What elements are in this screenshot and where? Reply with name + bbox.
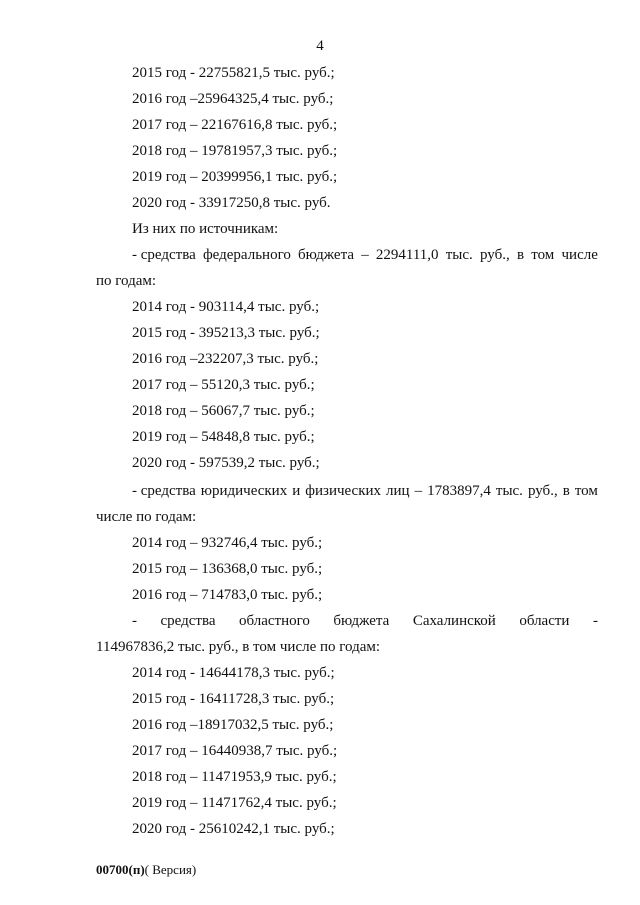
document-code: 00700(п)	[96, 862, 145, 877]
word: в	[562, 483, 570, 499]
word: средства	[160, 613, 216, 629]
federal-year-line: 2015 год - 395213,3 тыс. руб.;	[132, 325, 320, 341]
federal-year-line: 2018 год – 56067,7 тыс. руб.;	[132, 403, 315, 419]
word: тыс.	[445, 247, 473, 263]
regional-year-line: 2016 год –18917032,5 тыс. руб.;	[132, 717, 334, 733]
word: том	[531, 247, 555, 263]
word: –	[414, 483, 423, 499]
federal-by-years: по годам:	[96, 273, 157, 289]
word: 1783897,4	[427, 483, 491, 499]
regional-year-line: 2018 год – 11471953,9 тыс. руб.;	[132, 769, 337, 785]
legal-year-line: 2014 год – 932746,4 тыс. руб.;	[132, 535, 323, 551]
legal-year-line: 2015 год – 136368,0 тыс. руб.;	[132, 561, 323, 577]
word: областного	[238, 613, 310, 629]
word: бюджета	[333, 613, 390, 629]
budget-year-line: 2020 год - 33917250,8 тыс. руб.	[132, 195, 331, 211]
federal-year-line: 2019 год – 54848,8 тыс. руб.;	[132, 429, 315, 445]
federal-year-line: 2017 год – 55120,3 тыс. руб.;	[132, 377, 315, 393]
word: федерального	[202, 247, 291, 263]
regional-total: 114967836,2 тыс. руб., в том числе по годам:	[96, 639, 381, 655]
regional-year-line: 2014 год - 14644178,3 тыс. руб.;	[132, 665, 335, 681]
word: числе	[561, 247, 598, 263]
word: Сахалинской	[412, 613, 496, 629]
word: - средства	[132, 247, 196, 263]
word: лиц	[386, 483, 410, 499]
legal-by-years: числе по годам:	[96, 509, 197, 525]
sources-intro: Из них по источникам:	[132, 221, 279, 237]
regional-budget-line	[132, 612, 598, 630]
federal-year-line: 2020 год - 597539,2 тыс. руб.;	[132, 455, 320, 471]
page-number: 4	[316, 38, 324, 54]
word: области	[519, 613, 570, 629]
budget-year-line: 2016 год –25964325,4 тыс. руб.;	[132, 91, 334, 107]
word: в	[516, 247, 525, 263]
word: - средства	[132, 483, 196, 499]
word: руб.,	[479, 247, 510, 263]
word: –	[361, 247, 369, 263]
federal-budget-line	[132, 246, 598, 264]
budget-year-line: 2018 год – 19781957,3 тыс. руб.;	[132, 143, 338, 159]
legal-funds-line	[132, 482, 598, 500]
budget-year-line: 2019 год – 20399956,1 тыс. руб.;	[132, 169, 338, 185]
budget-year-line: 2015 год - 22755821,5 тыс. руб.;	[132, 65, 335, 81]
word: руб.,	[527, 483, 558, 499]
word: юридических	[200, 483, 288, 499]
word: и	[292, 483, 301, 499]
regional-year-line: 2020 год - 25610242,1 тыс. руб.;	[132, 821, 335, 837]
word: -	[592, 613, 598, 629]
word: 2294111,0	[375, 247, 439, 263]
word: физических	[305, 483, 382, 499]
word: -	[132, 613, 137, 629]
word: том	[574, 483, 598, 499]
legal-year-line: 2016 год – 714783,0 тыс. руб.;	[132, 587, 323, 603]
federal-year-line: 2014 год - 903114,4 тыс. руб.;	[132, 299, 320, 315]
budget-year-line: 2017 год – 22167616,8 тыс. руб.;	[132, 117, 338, 133]
word: тыс.	[495, 483, 523, 499]
regional-year-line: 2019 год – 11471762,4 тыс. руб.;	[132, 795, 337, 811]
regional-year-line: 2017 год – 16440938,7 тыс. руб.;	[132, 743, 338, 759]
document-version: ( Версия)	[144, 862, 197, 877]
word: бюджета	[298, 247, 354, 263]
document-footer	[96, 862, 196, 878]
federal-year-line: 2016 год –232207,3 тыс. руб.;	[132, 351, 319, 367]
regional-year-line: 2015 год - 16411728,3 тыс. руб.;	[132, 691, 335, 707]
